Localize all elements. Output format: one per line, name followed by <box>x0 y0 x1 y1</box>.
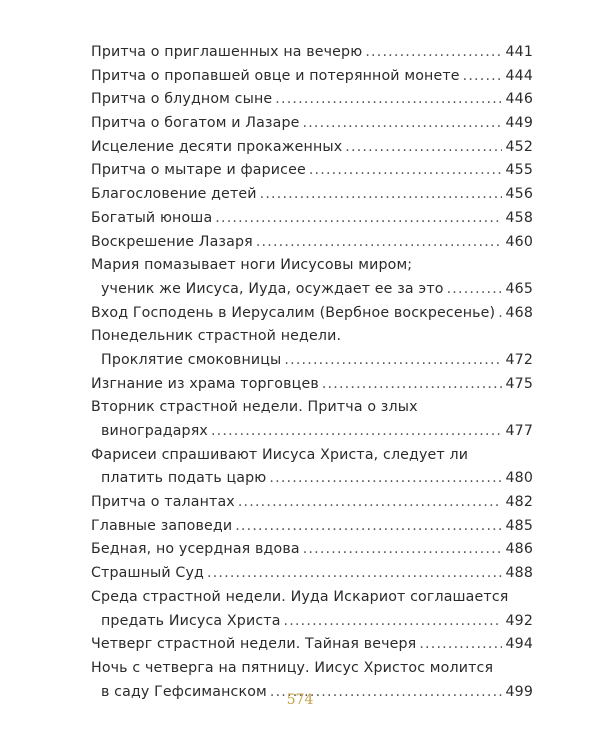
toc-entry-title: Бедная, но усердная вдова <box>91 541 300 558</box>
toc-line <box>91 136 533 160</box>
toc-line <box>91 41 533 65</box>
toc-page-number: 460 <box>505 233 533 250</box>
toc-page-number: 482 <box>505 494 533 511</box>
toc-entry-title: Проклятие смоковницы <box>101 351 282 368</box>
leader-dots <box>303 538 503 562</box>
toc-page-number: 468 <box>505 304 533 321</box>
toc-line <box>91 467 533 491</box>
toc-entry-title: Среда страстной недели. Иуда Искариот соглашается <box>91 588 509 605</box>
toc-line <box>91 88 533 112</box>
leader-dots <box>256 231 503 255</box>
toc-entry <box>91 41 533 65</box>
toc-entry-title: Мария помазывает ноги Иисусовы миром; <box>91 257 413 274</box>
toc-line <box>91 610 533 634</box>
toc-entry-title: Изгнание из храма торговцев <box>91 375 319 392</box>
toc-line <box>91 302 533 326</box>
toc-page-number: 458 <box>505 209 533 226</box>
toc-entry-title: Фарисеи спрашивают Иисуса Христа, следует ли <box>91 446 469 463</box>
leader-dots <box>269 467 502 491</box>
toc-line <box>91 373 533 397</box>
toc-line <box>91 207 533 231</box>
toc-entry <box>91 65 533 89</box>
toc-line <box>91 112 533 136</box>
toc-entry-title: Благословение детей <box>91 186 257 203</box>
toc-entry <box>91 586 533 633</box>
toc-entry-title: Притча о талантах <box>91 494 235 511</box>
toc-page-number: 452 <box>505 138 533 155</box>
toc-entry-title: Притча о пропавшей овце и потерянной монете <box>91 67 460 84</box>
leader-dots <box>275 88 502 112</box>
toc-entry-title: Воскрешение Лазаря <box>91 233 253 250</box>
toc-entry-title: Притча о богатом и Лазаре <box>91 115 300 132</box>
toc-entry <box>91 562 533 586</box>
leader-dots <box>238 491 503 515</box>
leader-dots <box>215 207 502 231</box>
toc-line <box>91 491 533 515</box>
leader-dots <box>419 633 502 657</box>
toc-line <box>91 278 533 302</box>
toc-page-number: 465 <box>505 280 533 297</box>
leader-dots <box>447 278 503 302</box>
table-of-contents <box>91 41 533 704</box>
toc-page-number: 480 <box>505 470 533 487</box>
toc-entry <box>91 325 533 372</box>
toc-line <box>91 183 533 207</box>
leader-dots <box>211 420 503 444</box>
toc-entry-title: виноградарях <box>101 423 208 439</box>
toc-entry <box>91 373 533 397</box>
toc-entry-title: Вторник страстной недели. Притча о злых <box>91 399 418 416</box>
toc-line <box>91 231 533 255</box>
toc-entry-title: предать Иисуса Христа <box>101 612 281 629</box>
toc-line <box>91 65 533 89</box>
toc-entry <box>91 159 533 183</box>
toc-page-number: 449 <box>505 115 533 132</box>
toc-entry-title: Исцеление десяти прокаженных <box>91 138 343 155</box>
toc-entry <box>91 633 533 657</box>
toc-line <box>91 538 533 562</box>
toc-entry <box>91 491 533 515</box>
leader-dots <box>463 65 503 89</box>
toc-entry-title: Понедельник страстной недели. <box>91 328 342 345</box>
toc-entry <box>91 302 533 326</box>
toc-entry-title: Четверг страстной недели. Тайная вечеря <box>91 636 417 653</box>
toc-page-number: 441 <box>505 44 533 60</box>
toc-entry <box>91 136 533 160</box>
toc-line <box>91 586 533 610</box>
toc-entry <box>91 112 533 136</box>
toc-entry <box>91 231 533 255</box>
toc-entry <box>91 207 533 231</box>
toc-line <box>91 254 533 278</box>
toc-line <box>91 396 533 420</box>
leader-dots <box>284 610 503 634</box>
leader-dots <box>345 136 502 160</box>
toc-entry <box>91 254 533 301</box>
leader-dots <box>322 373 503 397</box>
toc-line <box>91 159 533 183</box>
toc-line <box>91 420 533 444</box>
toc-page-number: 456 <box>505 186 533 203</box>
toc-entry <box>91 538 533 562</box>
toc-entry <box>91 88 533 112</box>
toc-page-number: 494 <box>505 636 533 653</box>
toc-page-number: 455 <box>505 162 533 179</box>
toc-page-number: 486 <box>505 541 533 558</box>
leader-dots <box>365 41 502 65</box>
toc-entry-title: Притча о блудном сыне <box>91 91 273 108</box>
toc-page-number: 444 <box>505 67 533 84</box>
toc-entry <box>91 183 533 207</box>
leader-dots <box>260 183 503 207</box>
toc-entry <box>91 444 533 491</box>
toc-page-number: 446 <box>505 91 533 108</box>
leader-dots <box>284 349 502 373</box>
leader-dots <box>235 515 502 539</box>
toc-entry-title: Главные заповеди <box>91 517 233 534</box>
toc-line <box>91 325 533 349</box>
toc-entry-title: Ночь с четверга на пятницу. Иисус Христос молится <box>91 659 494 676</box>
toc-line <box>91 515 533 539</box>
toc-line <box>91 562 533 586</box>
toc-entry-title: Страшный Суд <box>91 565 204 582</box>
toc-line <box>91 633 533 657</box>
toc-entry-title: Притча о приглашенных на вечерю <box>91 44 363 60</box>
toc-entry-title: Притча о мытаре и фарисее <box>91 162 306 179</box>
toc-page-number: 499 <box>505 683 533 700</box>
toc-entry-title: в саду Гефсиманском <box>101 683 267 700</box>
toc-page-number: 477 <box>505 423 533 439</box>
toc-entry-title: платить подать царю <box>101 470 267 487</box>
toc-page-number: 475 <box>505 375 533 392</box>
toc-entry-title: Богатый юноша <box>91 209 213 226</box>
page-number: 574 <box>286 692 314 708</box>
leader-dots <box>207 562 502 586</box>
toc-line <box>91 657 533 681</box>
toc-entry-title: ученик же Иисуса, Иуда, осуждает ее за это <box>101 280 444 297</box>
leader-dots <box>303 112 503 136</box>
toc-page-number: 472 <box>505 351 533 368</box>
toc-entry <box>91 515 533 539</box>
toc-line <box>91 444 533 468</box>
leader-dots <box>309 159 503 183</box>
toc-line <box>91 349 533 373</box>
toc-page-number: 485 <box>505 517 533 534</box>
toc-page-number: 492 <box>505 612 533 629</box>
toc-entry <box>91 396 533 443</box>
toc-entry-title: Вход Господень в Иерусалим (Вербное воскресенье) <box>91 304 496 321</box>
toc-page-number: 488 <box>505 565 533 582</box>
leader-dots <box>498 302 502 326</box>
